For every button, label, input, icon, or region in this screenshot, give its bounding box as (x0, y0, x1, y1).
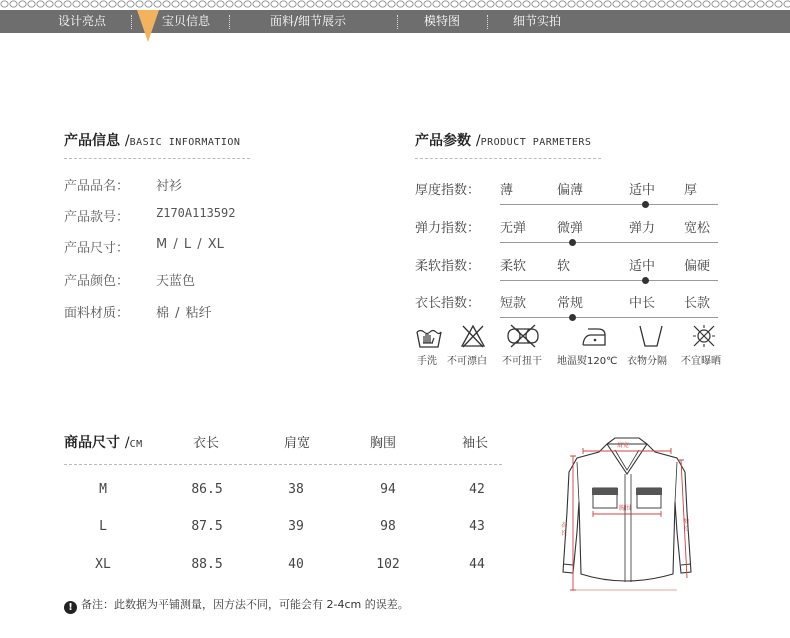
info-value: 棉 / 粘纤 (156, 306, 212, 321)
size-table-unit: CM (129, 439, 143, 450)
param-selected-dot (642, 277, 649, 284)
tab-model-photos[interactable]: 模特图 (424, 14, 461, 28)
size-header: 衣长 (193, 436, 220, 451)
nav-separator (397, 15, 398, 29)
param-option: 短款 (500, 296, 527, 311)
size-value: 88.5 (191, 557, 223, 572)
param-option: 柔软 (500, 259, 527, 274)
divider (64, 158, 250, 159)
param-option: 宽松 (684, 221, 711, 236)
param-option: 常规 (557, 296, 584, 311)
param-option: 长款 (684, 296, 711, 311)
care-label: 不可扭干 (502, 356, 542, 367)
param-option: 适中 (629, 259, 656, 274)
tab-fabric-details[interactable]: 面料/细节展示 (270, 14, 347, 28)
param-option: 偏薄 (557, 183, 584, 198)
param-option: 无弹 (500, 221, 527, 236)
sleeve-label: 袖长 (683, 518, 690, 533)
info-value: 衬衫 (156, 179, 183, 194)
no-bleach-icon (459, 323, 487, 349)
size-value: 87.5 (191, 519, 223, 534)
size-value: 39 (288, 519, 304, 534)
care-label: 地温熨120℃ (557, 356, 618, 367)
size-value: 98 (380, 519, 396, 534)
product-info-title: 产品信息 /BASIC INFORMATION (64, 133, 241, 149)
shirt-measure-diagram (555, 432, 697, 602)
exclamation-icon: ! (64, 601, 77, 614)
info-value: 天蓝色 (156, 274, 196, 289)
low-iron-icon (580, 323, 608, 349)
care-label: 衣物分隔 (627, 356, 667, 367)
info-value: Z170A113592 (156, 206, 236, 220)
nav-strip (0, 10, 790, 33)
size-value: 102 (376, 557, 400, 572)
care-label: 手洗 (417, 356, 437, 367)
size-value: 42 (469, 482, 485, 497)
param-option: 软 (557, 259, 571, 274)
product-params-title-en: PRODUCT PARMETERS (480, 137, 592, 148)
param-option: 薄 (500, 183, 514, 198)
top-nav-bar (0, 0, 790, 33)
param-option: 中长 (629, 296, 656, 311)
product-params-title: 产品参数 /PRODUCT PARMETERS (415, 133, 592, 149)
no-wring-icon (505, 323, 541, 349)
nav-separator (229, 15, 230, 29)
tab-product-info[interactable]: 宝贝信息 (162, 14, 211, 28)
size-header: 胸围 (370, 436, 397, 451)
divider (415, 158, 601, 159)
size-header: 袖长 (462, 436, 489, 451)
care-label: 不可漂白 (447, 356, 487, 367)
param-option: 微弹 (557, 221, 584, 236)
info-value: M / L / XL (156, 237, 224, 252)
param-option: 适中 (629, 183, 656, 198)
param-label: 柔软指数： (415, 259, 481, 274)
param-label: 弹力指数： (415, 221, 481, 236)
tab-detail-photos[interactable]: 细节实拍 (513, 14, 562, 28)
size-label: L (99, 519, 107, 534)
no-sun-icon (690, 323, 718, 349)
hand-wash-icon (415, 323, 443, 349)
shoulder-label: 肩宽 (617, 442, 630, 449)
nav-separator (487, 15, 488, 29)
param-scale-line (500, 204, 718, 205)
size-value: 86.5 (191, 482, 223, 497)
note-text: 备注：此数据为平铺测量，因方法不同，可能会有 2-4cm 的误差。 (81, 598, 409, 611)
size-value: 44 (469, 557, 485, 572)
info-label: 面料材质： (64, 306, 130, 321)
length-label: 衣长 (561, 522, 568, 537)
size-label: M (99, 482, 107, 497)
chest-label: 胸围 (619, 505, 632, 512)
size-value: 40 (288, 557, 304, 572)
chain-decoration (0, 0, 790, 8)
info-label: 产品品名： (64, 179, 130, 194)
size-table-title-cn: 商品尺寸 (64, 435, 120, 451)
divider (64, 464, 502, 465)
separate-wash-icon (637, 323, 665, 349)
param-option: 偏硬 (684, 259, 711, 274)
active-tab-pointer (137, 10, 159, 42)
info-label: 产品尺寸： (64, 241, 130, 256)
product-info-title-en: BASIC INFORMATION (129, 137, 241, 148)
size-label: XL (95, 557, 111, 572)
size-table-title: 商品尺寸 /CM (64, 435, 143, 451)
param-label: 衣长指数： (415, 296, 481, 311)
nav-separator (131, 15, 132, 29)
measurement-note (64, 596, 409, 614)
param-option: 弹力 (629, 221, 656, 236)
info-label: 产品款号： (64, 210, 130, 225)
param-label: 厚度指数： (415, 183, 481, 198)
info-label: 产品颜色： (64, 274, 130, 289)
size-value: 38 (288, 482, 304, 497)
care-label: 不宜曝晒 (681, 356, 721, 367)
product-info-title-cn: 产品信息 (64, 133, 120, 149)
param-selected-dot (569, 314, 576, 321)
param-scale-line (500, 317, 718, 318)
param-selected-dot (569, 239, 576, 246)
tab-design-highlights[interactable]: 设计亮点 (58, 14, 107, 28)
size-header: 肩宽 (284, 436, 311, 451)
size-value: 94 (380, 482, 396, 497)
param-selected-dot (642, 201, 649, 208)
param-scale-line (500, 280, 718, 281)
param-scale-line (500, 242, 718, 243)
size-value: 43 (469, 519, 485, 534)
param-option: 厚 (684, 183, 698, 198)
product-params-title-cn: 产品参数 (415, 133, 471, 149)
